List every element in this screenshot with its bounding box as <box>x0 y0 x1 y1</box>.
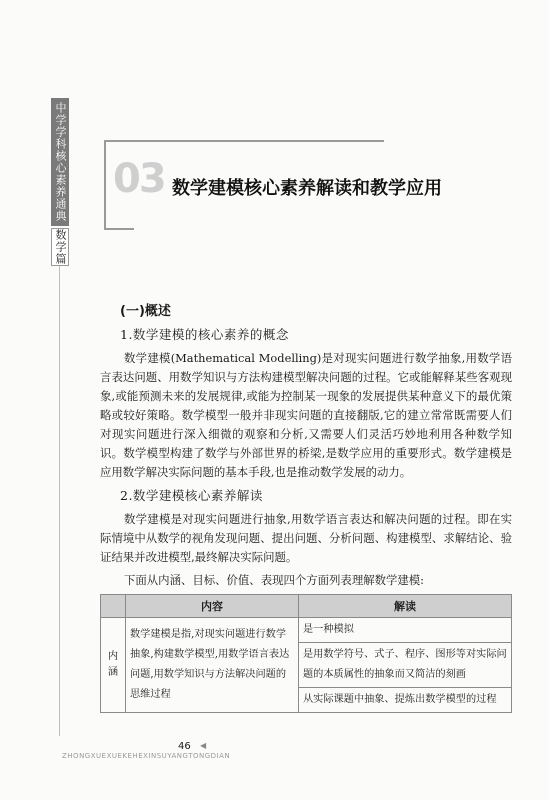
paragraph-1: 数学建模(Mathematical Modelling)是对现实问题进行数学抽象,用数学语言表达问题、用数学知识与方法构建模型解决问题的过程。它或能解释某些客观现象,或能预测未来的发展规律,或能为控制某一现象的发展提供某种意义下的最优策略或较好策略。数学模型一般并非现实问题的直接翻版,它的建立常常既需要人们对现实问题进行深入细微的观察和分析,又需要人们灵活巧妙地利用各种数学知识。数学模型构建了数学与外部世界的桥梁,是数学应用的重要形式。数学建模是应用数学解决实际问题的基本手段,也是推动数学发展的动力。 <box>100 351 512 479</box>
spine-volume-title: 数学篇 <box>51 228 69 266</box>
footer-pinyin: ZHONGXUEXUEKEHEXINSUYANGTONGDIAN <box>62 752 231 760</box>
table-cell-interp-2: 是用数学符号、式子、程序、图形等对实际问题的本质属性的抽象而又简洁的刻画 <box>299 643 512 688</box>
table-row <box>101 618 512 643</box>
table-cell-interp-3: 从实际课题中抽象、提炼出数学模型的过程 <box>299 688 512 713</box>
summary-table <box>100 594 512 713</box>
table-cell-interp-1: 是一种模拟 <box>299 618 512 643</box>
chapter-frame-side <box>104 140 106 230</box>
spine-divider <box>59 266 60 736</box>
page-arrow-icon: ◀ <box>200 741 207 750</box>
table-header-row <box>101 595 512 618</box>
chapter-title: 数学建模核心素养解读和教学应用 <box>172 178 442 199</box>
table-header-interpretation: 解读 <box>299 595 512 618</box>
table-cell-content: 数学建模是指,对现实问题进行数学抽象,构建数学模型,用数学语言表达问题,用数学知识与方法解决问题的思维过程 <box>126 618 299 713</box>
table-row-heading: 内涵 <box>101 618 126 713</box>
paragraph-3: 下面从内涵、目标、价值、表现四个方面列表理解数学建模: <box>124 573 424 587</box>
section-title: (一)概述 <box>120 304 171 319</box>
paragraph-2: 数学建模是对现实问题进行抽象,用数学语言表达和解决问题的过程。即在实际情境中从数学的视角发现问题、提出问题、分析问题、构建模型、求解结论、验证结果并改进模型,最终解决实际问题。 <box>100 512 512 564</box>
subsection-title-2: 2.数学建模核心素养解读 <box>120 488 263 503</box>
table-header-content: 内容 <box>126 595 299 618</box>
chapter-frame-bottom <box>104 228 134 230</box>
chapter-number: 03 <box>113 156 165 202</box>
main-content <box>100 300 512 713</box>
page-number: 46 <box>178 741 191 752</box>
table-header-blank <box>101 595 126 618</box>
subsection-title-1: 1.数学建模的核心素养的概念 <box>120 327 289 342</box>
spine-series-title: 中学学科核心素养通典 <box>51 98 69 226</box>
